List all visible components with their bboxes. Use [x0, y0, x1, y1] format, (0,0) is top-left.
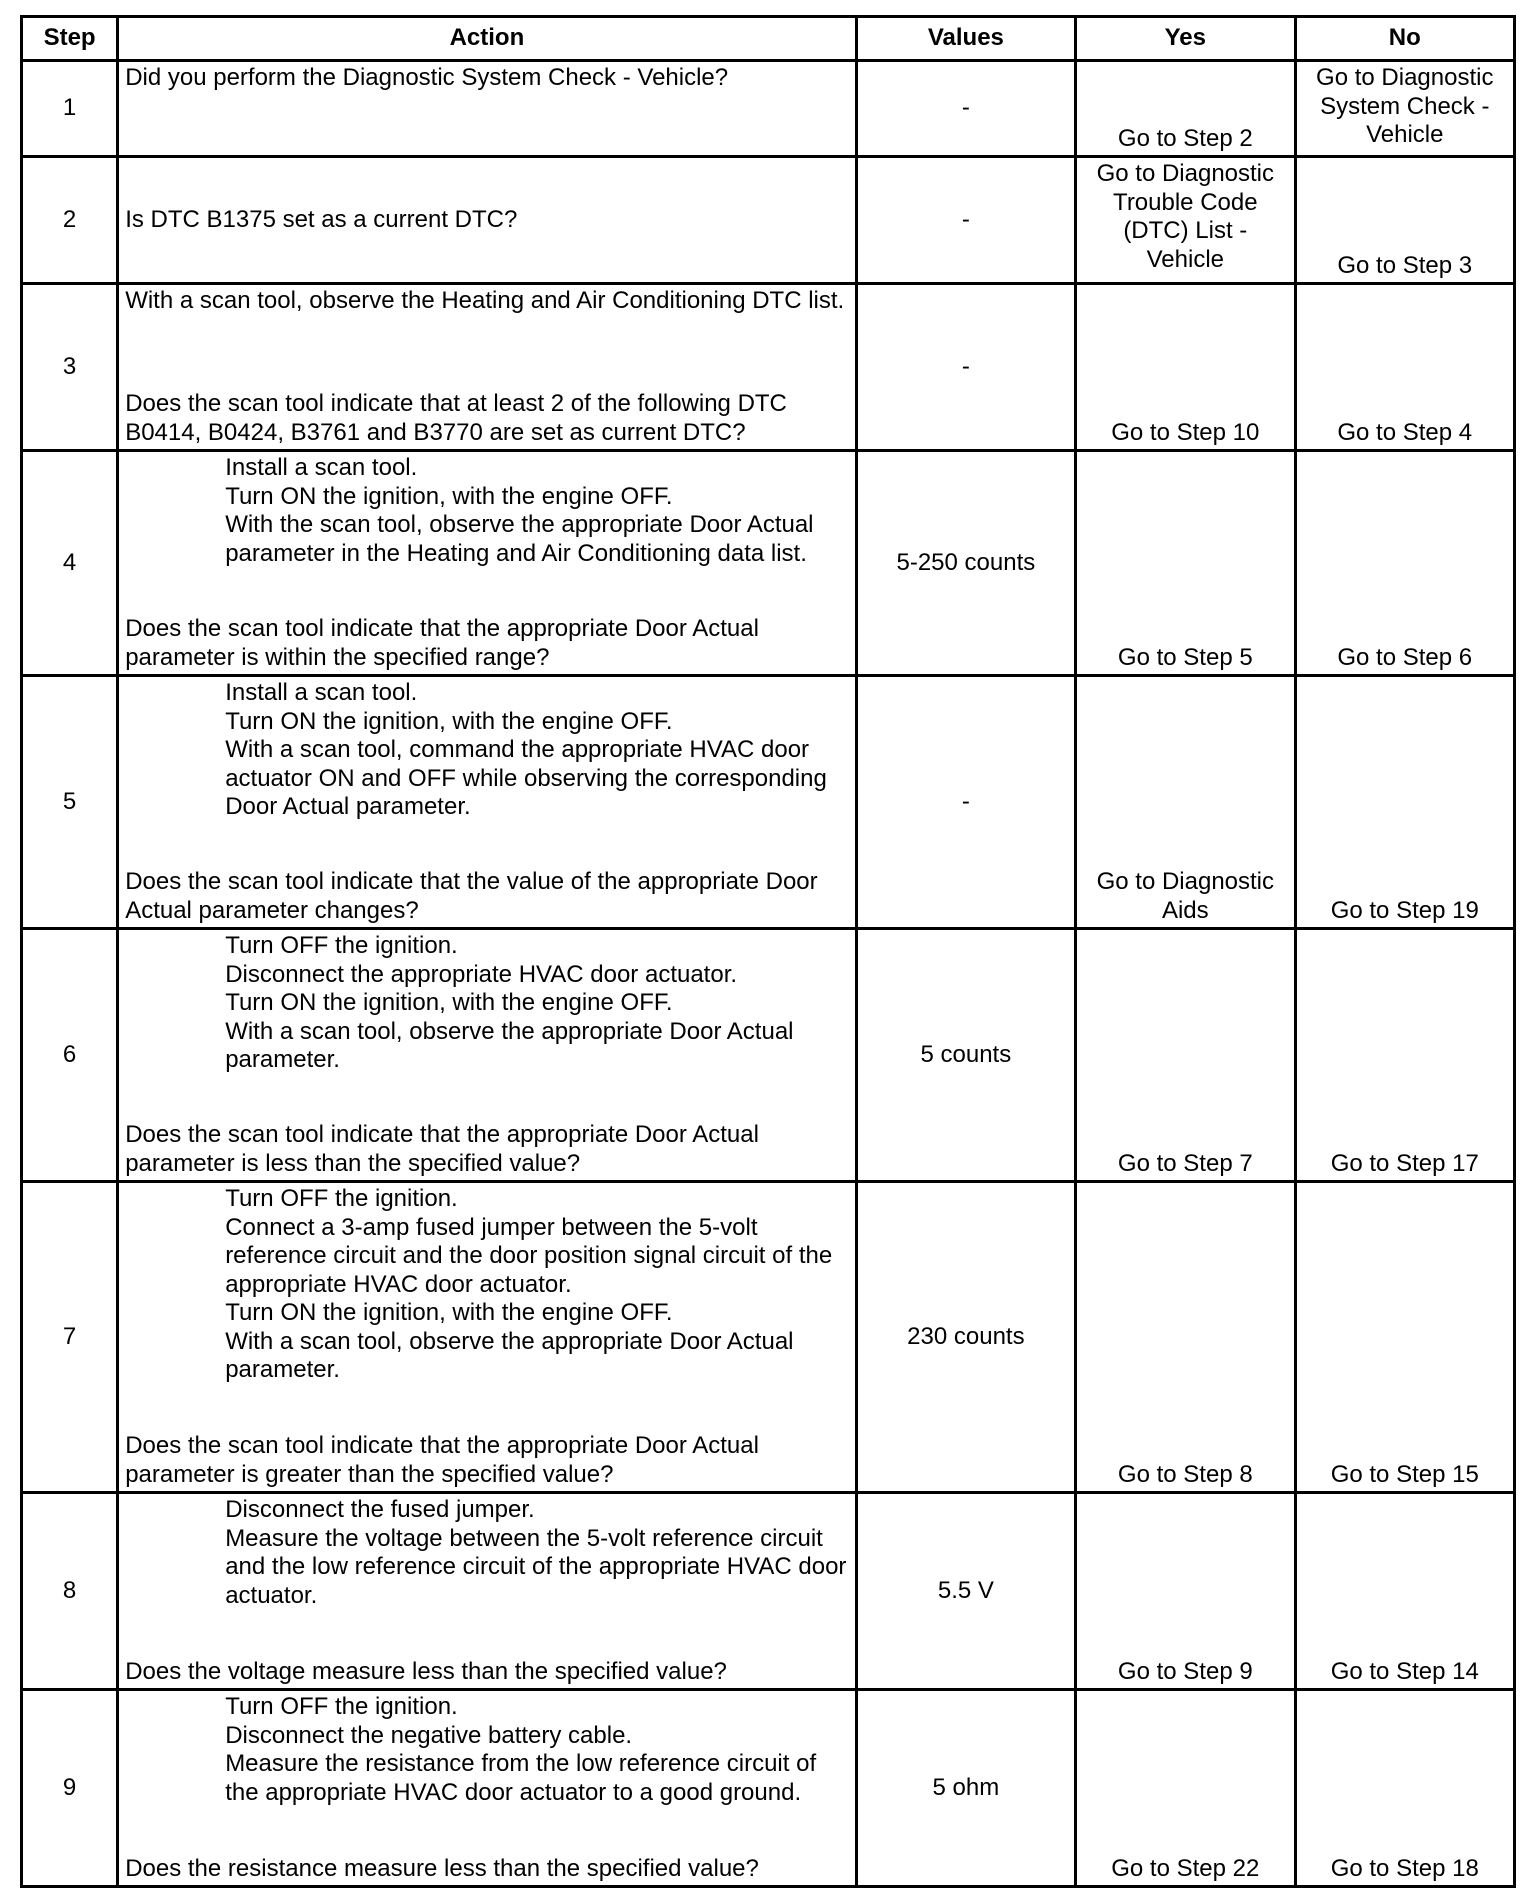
- action-step-line: With a scan tool, command the appropriate HVAC door actuator ON and OFF while observing the corresponding Door Actual parameter.: [225, 736, 827, 820]
- action-intro: With a scan tool, observe the Heating and Air Conditioning DTC list.: [125, 287, 845, 314]
- action-question: Does the scan tool indicate that the appropriate Door Actual parameter is less than the specified value?: [125, 1121, 759, 1177]
- action-question: Does the voltage measure less than the specified value?: [125, 1657, 727, 1685]
- action-question: Does the scan tool indicate that the value of the appropriate Door Actual parameter changes?: [125, 868, 818, 924]
- table-row: [22, 929, 1515, 1182]
- no-cell: Go to Step 15: [1295, 1182, 1514, 1493]
- header-row: [22, 17, 1515, 61]
- table-row: [22, 1690, 1515, 1887]
- header-no: No: [1295, 17, 1514, 61]
- no-cell: Go to Step 14: [1295, 1493, 1514, 1690]
- action-cell: [118, 1493, 856, 1690]
- step-number: 1: [22, 61, 118, 157]
- no-cell: Go to Step 6: [1295, 451, 1514, 676]
- table-row: [22, 61, 1515, 157]
- action-cell: [118, 284, 856, 451]
- action-step-line: Turn ON the ignition, with the engine OFF.: [225, 989, 673, 1016]
- yes-cell: Go to Step 9: [1076, 1493, 1295, 1690]
- action-question: Does the scan tool indicate that the appropriate Door Actual parameter is greater than the specified value?: [125, 1432, 759, 1488]
- action-step-line: Install a scan tool.: [225, 679, 418, 706]
- values-cell: 5 counts: [856, 929, 1075, 1182]
- action-steps: [125, 1693, 848, 1807]
- action-step-line: With a scan tool, observe the appropriate Door Actual parameter.: [225, 1017, 794, 1073]
- action-cell: [118, 1182, 856, 1493]
- values-cell: -: [856, 61, 1075, 157]
- action-step-line: Install a scan tool.: [225, 454, 418, 481]
- yes-cell: Go to Step 8: [1076, 1182, 1295, 1493]
- header-action: Action: [118, 17, 856, 61]
- values-cell: 5-250 counts: [856, 451, 1075, 676]
- action-cell: [118, 451, 856, 676]
- action-step-line: Turn OFF the ignition.: [225, 932, 458, 959]
- no-cell: Go to Step 19: [1295, 676, 1514, 929]
- action-question: Does the resistance measure less than the specified value?: [125, 1854, 759, 1882]
- action-step-line: Measure the voltage between the 5-volt reference circuit and the low reference circuit of the appropriate HVAC door actuator.: [225, 1524, 847, 1609]
- no-cell: Go to Step 18: [1295, 1690, 1514, 1887]
- action-cell: [118, 676, 856, 929]
- no-cell: Go to Step 3: [1295, 157, 1514, 284]
- no-cell: Go to Step 4: [1295, 284, 1514, 451]
- table-row: [22, 1493, 1515, 1690]
- action-step-line: Turn OFF the ignition.: [225, 1185, 458, 1212]
- action-step-line: Turn ON the ignition, with the engine OFF.: [225, 482, 673, 510]
- action-step-line: Disconnect the negative battery cable.: [225, 1721, 633, 1749]
- step-number: 7: [22, 1182, 118, 1493]
- no-cell: Go to Diagnostic System Check - Vehicle: [1295, 61, 1514, 157]
- action-steps: [125, 1496, 848, 1610]
- header-yes: Yes: [1076, 17, 1295, 61]
- yes-cell: Go to Diagnostic Trouble Code (DTC) List - Vehicle: [1076, 157, 1295, 284]
- values-cell: 230 counts: [856, 1182, 1075, 1493]
- values-cell: 5.5 V: [856, 1493, 1075, 1690]
- action-cell: [118, 61, 856, 157]
- step-number: 2: [22, 157, 118, 284]
- action-step-line: With a scan tool, observe the appropriate Door Actual parameter.: [225, 1327, 794, 1383]
- action-steps: [125, 932, 848, 1075]
- yes-cell: Go to Diagnostic Aids: [1076, 676, 1295, 929]
- action-steps: [125, 1185, 848, 1385]
- values-cell: 5 ohm: [856, 1690, 1075, 1887]
- step-number: 4: [22, 451, 118, 676]
- table-row: [22, 157, 1515, 284]
- step-number: 8: [22, 1493, 118, 1690]
- diagnostic-table: [20, 15, 1516, 1888]
- action-question: Does the scan tool indicate that at least 2 of the following DTC B0414, B0424, B3761 and B3770 are set as current DTC?: [125, 390, 787, 446]
- action-step-line: With the scan tool, observe the appropriate Door Actual parameter in the Heating and Air Conditioning data list.: [225, 511, 814, 567]
- action-step-line: Disconnect the fused jumper.: [225, 1496, 535, 1523]
- yes-cell: Go to Step 2: [1076, 61, 1295, 157]
- action-steps: [125, 679, 848, 822]
- values-cell: -: [856, 157, 1075, 284]
- yes-cell: Go to Step 22: [1076, 1690, 1295, 1887]
- values-cell: -: [856, 676, 1075, 929]
- action-step-line: Turn ON the ignition, with the engine OFF.: [225, 707, 673, 735]
- action-step-line: Disconnect the appropriate HVAC door actuator.: [225, 960, 738, 988]
- action-cell: [118, 157, 856, 284]
- action-step-line: Turn OFF the ignition.: [225, 1693, 458, 1720]
- action-step-line: Turn ON the ignition, with the engine OFF.: [225, 1299, 673, 1326]
- step-number: 3: [22, 284, 118, 451]
- step-number: 5: [22, 676, 118, 929]
- action-cell: [118, 1690, 856, 1887]
- step-number: 9: [22, 1690, 118, 1887]
- action-intro: Is DTC B1375 set as a current DTC?: [125, 205, 518, 233]
- action-steps: [125, 454, 848, 568]
- step-number: 6: [22, 929, 118, 1182]
- table-row: [22, 676, 1515, 929]
- yes-cell: Go to Step 7: [1076, 929, 1295, 1182]
- header-values: Values: [856, 17, 1075, 61]
- table-row: [22, 284, 1515, 451]
- header-step: Step: [22, 17, 118, 61]
- values-cell: -: [856, 284, 1075, 451]
- action-question: Does the scan tool indicate that the appropriate Door Actual parameter is within the specified range?: [125, 615, 759, 671]
- action-intro: Did you perform the Diagnostic System Check - Vehicle?: [125, 64, 729, 91]
- action-cell: [118, 929, 856, 1182]
- action-step-line: Measure the resistance from the low reference circuit of the appropriate HVAC door actuator to a good ground.: [225, 1750, 817, 1806]
- yes-cell: Go to Step 10: [1076, 284, 1295, 451]
- no-cell: Go to Step 17: [1295, 929, 1514, 1182]
- yes-cell: Go to Step 5: [1076, 451, 1295, 676]
- table-row: [22, 451, 1515, 676]
- action-step-line: Connect a 3-amp fused jumper between the 5-volt reference circuit and the door position signal circuit of the appropriate HVAC door actuator.: [225, 1213, 833, 1298]
- table-row: [22, 1182, 1515, 1493]
